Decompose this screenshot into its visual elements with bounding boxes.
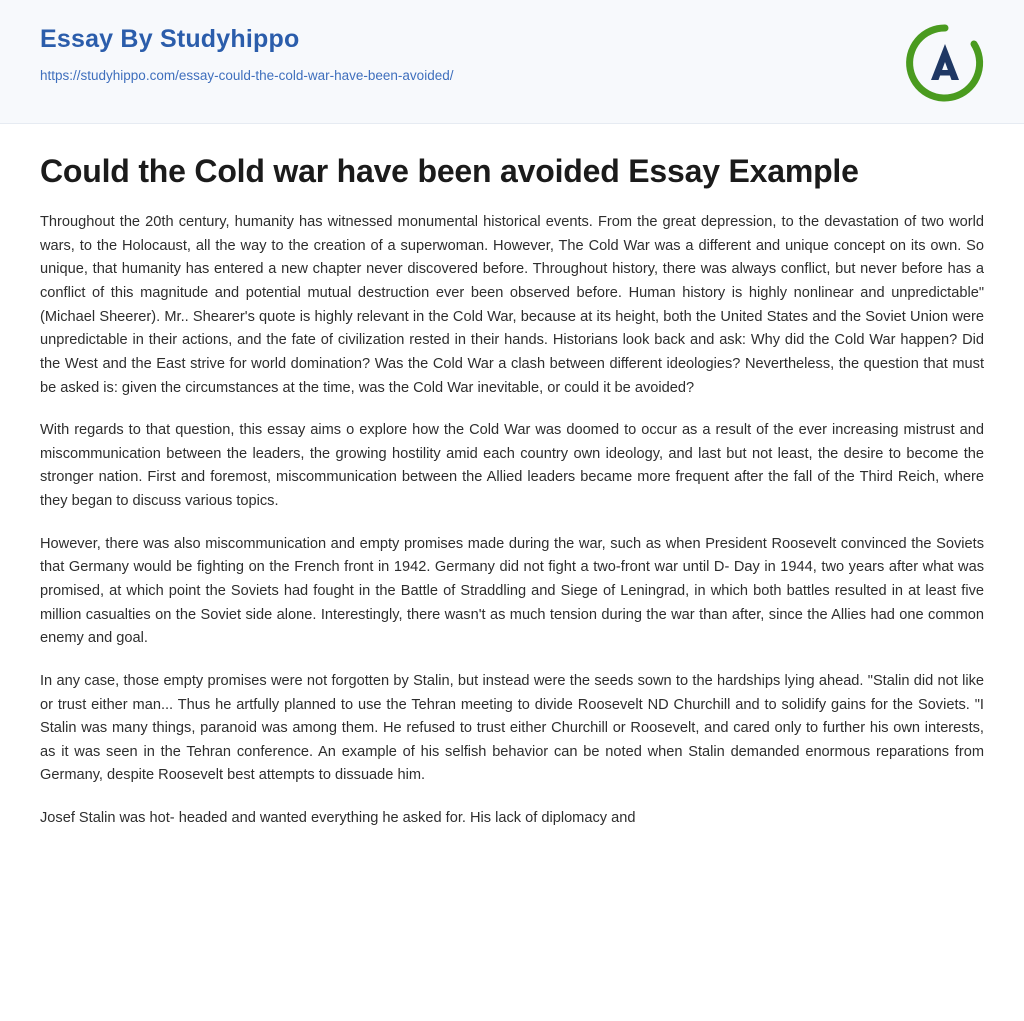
paragraph: Josef Stalin was hot- headed and wanted everything he asked for. His lack of diplomacy and bbox=[40, 810, 636, 827]
page-title: Could the Cold war have been avoided Essay Example bbox=[40, 153, 859, 189]
page-header bbox=[0, 0, 1024, 124]
paragraph: However, there was also miscommunication and empty promises made during the war, such as when President Roosevelt convinced the Soviets that Germany would be fighting on the French front in 1942. Germany did not fight a two-front war until D- Day in 1944, two years after what was promised, at which point the Soviets had fought in the Battle of Straddling and Siege of Leningrad, in which both battles resulted in at least five million casualties on the Soviet side alone. Interestingly, there wasn't as much tension during the war than after, since the Allies had one common enemy and goal. bbox=[40, 535, 984, 647]
paragraph: Throughout the 20th century, humanity has witnessed monumental historical events. From the great depression, to the devastation of two world wars, to the Holocaust, all the way to the creation of a superwoman. However, The Cold War was a different and unique concept on its own. So unique, that humanity has entered a new chapter never discovered before. Throughout history, there was always conflict, but never before has a conflict of this magnitude and potential mutual destruction ever been observed before. Human history is highly nonlinear and unpredictable" (Michael Sheerer). Mr.. Shearer's quote is highly relevant in the Cold War, because at its height, both the United States and the Soviet Union were unpredictable in their actions, and the fate of civilization rested in their hands. Historians look back and ask: Why did the Cold War happen? Did the West and the East strive for world domination? Was the Cold War a clash between different ideologies? Nevertheless, the question that must be asked is: given the circumstances at the time, was the Cold War inevitable, or could it be avoided? bbox=[40, 214, 984, 396]
article-body bbox=[0, 124, 1024, 831]
studyhippo-logo-icon bbox=[904, 22, 986, 104]
paragraph: In any case, those empty promises were not forgotten by Stalin, but instead were the seeds sown to the hardships lying ahead. "Stalin did not like or trust either man... Thus he artfully planned to use the Tehran meeting to divide Roosevelt ND Churchill and to solidify gains for the Soviets. "I Stalin was many things, paranoid was among them. He refused to trust either Churchill or Roosevelt, and cared only to further his own interests, as it was seen in the Tehran conference. An example of his selfish behavior can be noted when Stalin demanded enormous reparations from Germany, despite Roosevelt best attempts to dissuade him. bbox=[40, 672, 984, 784]
site-title: Essay By Studyhippo bbox=[40, 25, 300, 53]
source-url[interactable]: https://studyhippo.com/essay-could-the-cold-war-have-been-avoided/ bbox=[40, 67, 454, 83]
paragraph: With regards to that question, this essay aims o explore how the Cold War was doomed to occur as a result of the ever increasing mistrust and miscommunication between the leaders, the growing hostility amid each country own ideology, and last but not least, the desire to become the stronger nation. First and foremost, miscommunication between the Allied leaders became more frequent after the fall of the Third Reich, where they began to discuss various topics. bbox=[40, 422, 984, 510]
